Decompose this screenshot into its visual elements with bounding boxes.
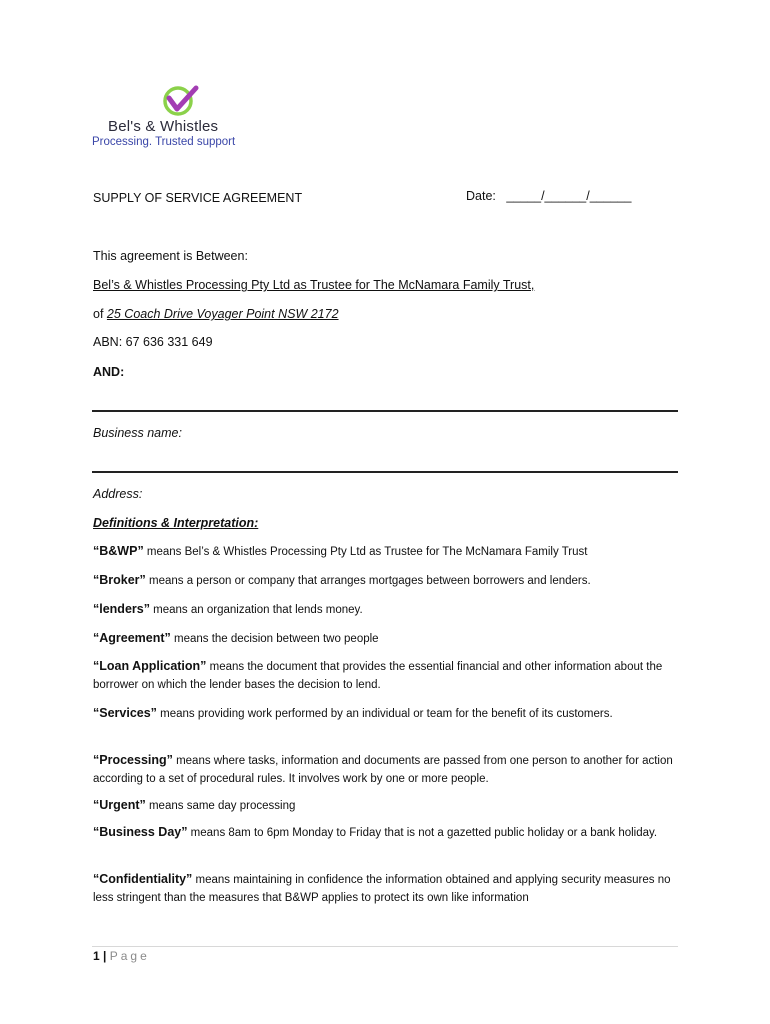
definition-text: means the decision between two people <box>170 633 379 645</box>
party1-address <box>93 305 339 323</box>
address-prefix: of <box>93 307 104 321</box>
definition-text: means same day processing <box>145 800 296 812</box>
checkmark-logo-icon <box>160 84 200 118</box>
definition-item <box>93 870 683 907</box>
logo-company-name: Bel's & Whistles <box>108 118 219 135</box>
definition-term: “Confidentiality” <box>93 872 193 886</box>
definition-term: “Loan Application” <box>93 659 207 673</box>
divider-line <box>92 410 678 412</box>
footer-rule <box>92 946 678 947</box>
definition-text: means an organization that lends money. <box>149 604 363 616</box>
definition-term: “Processing” <box>93 753 173 767</box>
definition-text: means Bel’s & Whistles Processing Pty Ltd as Trustee for The McNamara Family Trust <box>143 546 588 558</box>
definition-item <box>93 751 683 788</box>
parties-intro: This agreement is Between: <box>93 249 248 263</box>
page-number: 1 <box>93 949 100 963</box>
definition-text: means where tasks, information and documents are passed from one person to another for action according to a set of procedural rules. It involves work by one or more people. <box>93 755 673 785</box>
address-value: 25 Coach Drive Voyager Point NSW 2172 <box>106 307 339 321</box>
definition-item <box>93 571 683 590</box>
definition-text: means maintaining in confidence the information obtained and applying security measures no less stringent than the measures that B&WP applies to protect its own like information <box>93 874 671 904</box>
definition-item <box>93 657 683 694</box>
abn: ABN: 67 636 331 649 <box>93 335 213 349</box>
logo-tagline: Processing. Trusted support <box>92 136 236 148</box>
definition-term: “Agreement” <box>93 631 171 645</box>
definition-item <box>93 796 683 815</box>
page-separator: | <box>99 949 110 963</box>
definition-item <box>93 542 683 561</box>
definition-item <box>93 704 683 723</box>
definition-term: “B&WP” <box>93 544 144 558</box>
definition-term: “Business Day” <box>93 825 188 839</box>
definition-term: “Urgent” <box>93 798 146 812</box>
page-label: Page <box>109 949 150 963</box>
definition-term: “Broker” <box>93 573 146 587</box>
definition-item <box>93 600 683 619</box>
definition-text: means the document that provides the essential financial and other information about the borrower on which the lender bases the decision to lend. <box>93 661 663 691</box>
definition-term: “lenders” <box>93 602 150 616</box>
definition-term: “Services” <box>93 706 157 720</box>
date-blank: _____/______/______ <box>506 189 632 203</box>
divider-line <box>92 471 678 473</box>
definitions-heading: Definitions & Interpretation: <box>93 516 259 530</box>
definition-item <box>93 629 683 648</box>
business-name-label: Business name: <box>93 426 182 440</box>
definition-item <box>93 823 683 842</box>
company-logo <box>92 84 292 154</box>
and-label: AND: <box>93 365 125 379</box>
definition-text: means 8am to 6pm Monday to Friday that is not a gazetted public holiday or a bank holiday. <box>187 827 658 839</box>
address-label: Address: <box>93 487 143 501</box>
definition-text: means providing work performed by an individual or team for the benefit of its customers. <box>156 708 613 720</box>
party1-name: Bel’s & Whistles Processing Pty Ltd as Trustee for The McNamara Family Trust, <box>93 278 535 292</box>
definition-text: means a person or company that arranges mortgages between borrowers and lenders. <box>145 575 591 587</box>
page-footer <box>93 949 150 963</box>
date-field <box>466 189 631 203</box>
agreement-title: SUPPLY OF SERVICE AGREEMENT <box>93 191 303 205</box>
date-label: Date: <box>466 189 496 203</box>
